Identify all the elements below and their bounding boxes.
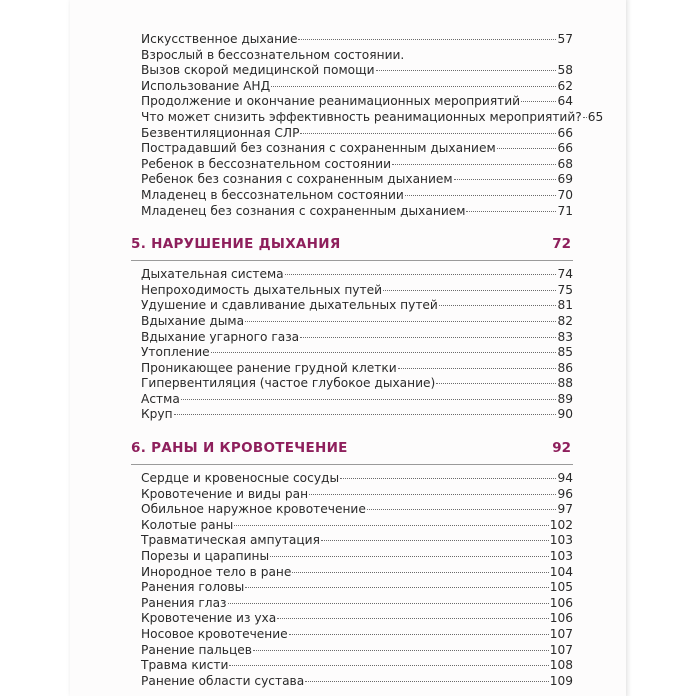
toc-entry-title: Проникающее ранение грудной клетки: [141, 360, 397, 375]
toc-entry: [141, 487, 573, 503]
dot-leader: [436, 383, 556, 384]
toc-entry-title: Ранение области сустава: [141, 673, 305, 688]
toc-entry: [141, 94, 573, 110]
toc-entry-page-number: 102: [549, 517, 573, 532]
toc-entry: [141, 204, 573, 220]
chapter-title: 6. РАНЫ И КРОВОТЕЧЕНИЕ: [131, 440, 348, 457]
dot-leader: [383, 290, 556, 291]
toc-entry-title: Обильное наружное кровотечение: [141, 502, 366, 517]
toc-entry-page-number: 90: [557, 407, 573, 422]
toc-entry-page-number: 58: [557, 63, 573, 78]
dot-leader: [298, 39, 556, 40]
toc-entry-title: Ранения глаз: [141, 595, 227, 610]
toc-entry-page-number: 106: [549, 611, 573, 626]
dot-leader: [245, 321, 556, 322]
toc-entry-page-number: 103: [549, 549, 573, 564]
dot-leader: [270, 556, 549, 557]
dot-leader: [367, 509, 557, 510]
toc-entry-page-number: 94: [557, 471, 573, 486]
dot-leader: [583, 117, 587, 118]
chapter-heading-6: [131, 440, 573, 462]
toc-entry: [141, 298, 573, 314]
dot-leader: [497, 148, 557, 149]
toc-entry-title: Непроходимость дыхательных путей: [141, 282, 383, 297]
dot-leader: [466, 211, 556, 212]
dot-leader: [398, 368, 557, 369]
toc-entry-title: Кровотечение из уха: [141, 611, 277, 626]
dot-leader: [292, 572, 548, 573]
dot-leader: [271, 86, 556, 87]
toc-entry-page-number: 71: [557, 203, 573, 218]
toc-entry-page-number: 70: [557, 187, 573, 202]
toc-entry-title: Ранения головы: [141, 580, 245, 595]
toc-entry-title: Вдыхание угарного газа: [141, 329, 300, 344]
chapter-5-entries: [141, 267, 573, 423]
toc-entry-title: Пострадавший без сознания с сохраненным дыханием: [141, 141, 496, 156]
toc-entry-page-number: 88: [557, 376, 573, 391]
toc-entry: [141, 109, 604, 126]
toc-entry: [141, 518, 573, 534]
dot-leader: [392, 164, 556, 165]
toc-entry-page-number: 69: [557, 172, 573, 187]
toc-entry: [141, 392, 573, 408]
toc-entry: [141, 533, 573, 549]
toc-entry: [141, 361, 573, 377]
toc-entry-title: Утопление: [141, 345, 210, 360]
toc-entry-page-number: 82: [557, 313, 573, 328]
dot-leader: [229, 665, 548, 666]
toc-entry-title: Круп: [141, 407, 173, 422]
toc-entry-title: Инородное тело в ране: [141, 564, 292, 579]
toc-entry-page-number: 97: [557, 502, 573, 517]
toc-entry-page-number: 66: [557, 141, 573, 156]
toc-entry-title: Астма: [141, 391, 180, 406]
toc-entry-page-number: 64: [557, 94, 573, 109]
dot-leader: [245, 587, 548, 588]
toc-entry: [141, 674, 573, 690]
toc-entry-title: Взрослый в бессознательном состоянии.: [141, 47, 405, 62]
toc-entry-page-number: 83: [557, 329, 573, 344]
toc-entry: [141, 188, 573, 204]
toc-entry: [141, 580, 573, 596]
toc-entry-page-number: 108: [549, 658, 573, 673]
toc-entry: [141, 79, 573, 95]
chapter-heading-5: [131, 236, 573, 258]
table-of-contents: [131, 32, 604, 689]
toc-entry-title: Что может снизить эффективность реанимационных мероприятий?: [141, 109, 582, 124]
dot-leader: [228, 603, 549, 604]
toc-entry-page-number: 107: [549, 642, 573, 657]
toc-entry-title: Порезы и царапины: [141, 549, 270, 564]
dot-leader: [277, 618, 549, 619]
dot-leader: [300, 337, 556, 338]
dot-leader: [289, 634, 549, 635]
toc-entry: [141, 345, 573, 361]
toc-entry: [141, 330, 573, 346]
toc-entry: [141, 267, 573, 283]
toc-entry: [141, 314, 573, 330]
dot-leader: [174, 414, 557, 415]
toc-entry-title: Безвентиляционная СЛР: [141, 125, 300, 140]
toc-entry: [141, 407, 573, 423]
toc-entry: [141, 611, 573, 627]
dot-leader: [305, 681, 549, 682]
dot-leader: [211, 352, 557, 353]
toc-entry-title: Продолжение и окончание реанимационных мероприятий: [141, 94, 521, 109]
dot-leader: [300, 133, 556, 134]
toc-entry: [141, 549, 573, 565]
toc-entry-page-number: 109: [549, 673, 573, 688]
toc-entry: [141, 596, 573, 612]
dot-leader: [376, 70, 557, 71]
toc-entry: [141, 471, 573, 487]
toc-entry: [141, 32, 573, 48]
chapter-page-number: 72: [552, 236, 571, 253]
toc-entry-page-number: 104: [549, 564, 573, 579]
toc-entry-title: Вдыхание дыма: [141, 313, 245, 328]
toc-entry-title: Ребенок без сознания с сохраненным дыханием: [141, 172, 453, 187]
dot-leader: [309, 494, 556, 495]
toc-entry-page-number: 85: [557, 345, 573, 360]
toc-entry: [141, 157, 573, 173]
toc-entry-page-number: 62: [557, 78, 573, 93]
dot-leader: [321, 540, 549, 541]
toc-entry-title: Младенец без сознания с сохраненным дыханием: [141, 203, 466, 218]
dot-leader: [181, 399, 557, 400]
toc-entry-title: Искусственное дыхание: [141, 32, 298, 46]
toc-entry-title: Травматическая ампутация: [141, 533, 320, 548]
toc-entry-page-number: 89: [557, 391, 573, 406]
chapter-title: 5. НАРУШЕНИЕ ДЫХАНИЯ: [131, 236, 341, 253]
toc-entry-title: Младенец в бессознательном состоянии: [141, 187, 404, 202]
toc-entry-page-number: 103: [549, 533, 573, 548]
toc-entry-title: Кровотечение и виды ран: [141, 486, 309, 501]
chapter-6-entries: [141, 471, 573, 689]
dot-leader: [340, 478, 556, 479]
toc-entry: [141, 283, 573, 299]
toc-entry-title: Использование АНД: [141, 78, 271, 93]
dot-leader: [405, 195, 557, 196]
toc-entry-page-number: 107: [549, 627, 573, 641]
toc-entry: [141, 565, 573, 581]
page-edge-shadow: [626, 0, 632, 696]
chapter-divider: [131, 464, 573, 465]
toc-entry: [141, 141, 573, 157]
chapter-page-number: 92: [552, 440, 571, 457]
toc-entry-page-number: 86: [557, 360, 573, 375]
toc-entry-title: Ребенок в бессознательном состоянии: [141, 156, 391, 171]
toc-entry: [141, 502, 573, 518]
dot-leader: [285, 274, 557, 275]
toc-entry-page-number: 68: [557, 156, 573, 171]
toc-entry: [141, 48, 573, 64]
dot-leader: [439, 305, 557, 306]
toc-entry-title: Гипервентиляция (частое глубокое дыхание): [141, 376, 436, 391]
dot-leader: [521, 101, 556, 102]
toc-entry-page-number: 106: [549, 595, 573, 610]
toc-entry-page-number: 74: [557, 267, 573, 282]
toc-entry-title: Дыхательная система: [141, 267, 284, 282]
toc-entry-page-number: 57: [557, 32, 573, 46]
toc-entry: [141, 376, 573, 392]
toc-entry-title: Колотые раны: [141, 517, 234, 532]
toc-entry: [141, 172, 573, 188]
toc-entry-title: Удушение и сдавливание дыхательных путей: [141, 298, 438, 313]
toc-entry-title: Ранение пальцев: [141, 642, 252, 657]
dot-leader: [234, 525, 548, 526]
toc-section-continued: [141, 32, 604, 219]
toc-entry-title: Сердце и кровеносные сосуды: [141, 471, 340, 486]
dot-leader: [454, 179, 557, 180]
toc-entry-title: Носовое кровотечение: [141, 627, 288, 641]
toc-entry-page-number: 81: [557, 298, 573, 313]
toc-entry-page-number: 75: [557, 282, 573, 297]
toc-entry: [141, 658, 573, 674]
toc-entry-title: Травма кисти: [141, 658, 229, 673]
toc-entry: [141, 63, 573, 79]
toc-entry-page-number: 66: [557, 125, 573, 140]
toc-entry-title: Вызов скорой медицинской помощи: [141, 63, 375, 78]
toc-entry: [141, 643, 573, 659]
toc-entry-page-number: 65: [587, 109, 604, 124]
toc-entry-page-number: 96: [557, 486, 573, 501]
toc-entry: [141, 627, 573, 643]
chapter-divider: [131, 260, 573, 261]
toc-entry: [141, 126, 573, 142]
dot-leader: [253, 650, 549, 651]
toc-entry-page-number: 105: [549, 580, 573, 595]
